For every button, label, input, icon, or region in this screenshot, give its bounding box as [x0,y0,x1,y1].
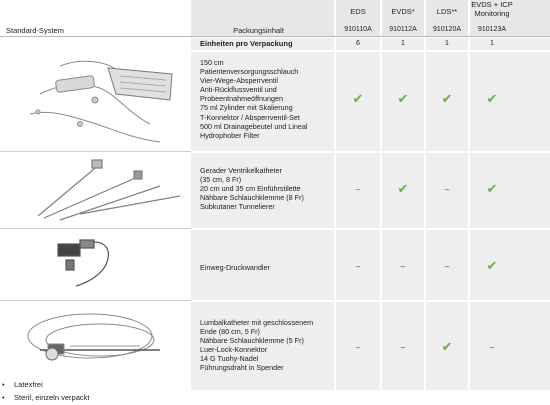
dash-mark: – [355,185,361,194]
ventricular-catheter-image [30,156,190,226]
dash-mark: – [355,262,361,271]
bullet-item: Vier-Wege-Absperrventil [200,76,279,86]
code-eds: 910110A [344,26,372,33]
check-icon: ✔ [397,182,409,197]
code-evds: 910112A [389,26,417,33]
check-icon: ✔ [486,92,498,107]
footer-text: Steril, einzeln verpackt [14,393,90,402]
bullet-item: Einweg-Druckwandler [200,263,270,272]
bullet-item: 75 ml Zylinder mit Skalierung [200,103,293,113]
bullet-item: 500 ml Drainagebeutel und Lineal [200,121,308,131]
row-4-contents [200,318,313,373]
bullet-item: 150 cm [200,58,224,67]
row-divider [0,228,191,229]
col-name-evds-icp-line2: Monitoring [474,9,510,18]
units-eds: 6 [356,40,360,47]
bullet-item: Probeentnahmeöffnungen [200,94,283,104]
check-icon: ✔ [397,92,409,107]
bullet-item: Führungsdraht in Spender [200,363,284,373]
col-name-evds-icp-line1: EVDS + ICP [471,0,513,9]
row-2-contents [200,166,304,211]
bullet-item: Patientenversorgungsschlauch [200,67,299,77]
external-drainage-system-image [20,54,190,149]
units-lds: 1 [445,40,449,47]
check-icon: ✔ [441,92,453,107]
units-label: Einheiten pro Verpackung [200,39,293,48]
dash-mark: – [444,185,450,194]
standard-system-label: Standard-System [6,26,64,35]
footer-item: • Steril, einzeln verpackt [2,393,90,402]
bullet-item: Nähbare Schlauchklemme (5 Fr) [200,336,304,346]
lumbar-catheter-image [20,306,190,378]
bullet-item: 14 G Tuohy-Nadel [200,354,259,364]
dash-mark: – [489,343,495,352]
dash-mark: – [400,343,406,352]
col-sep [424,38,426,390]
check-icon: ✔ [486,182,498,197]
col-sep [334,38,336,390]
bullet-item: Lumbalkatheter mit geschlossenem [200,318,314,327]
col-sep [468,38,470,390]
bullet-item: (35 cm, 8 Fr) [200,175,242,185]
dash-mark: – [400,262,406,271]
bullet-item: Gerader Ventrikelkatheter [200,166,282,175]
dash-mark: – [444,262,450,271]
units-evds-icp: 1 [490,40,494,47]
dash-mark: – [355,343,361,352]
contents-heading: Packungsinhalt [233,26,284,35]
footer-text: Latexfrei [14,380,43,389]
bullet-item: Anti-Rückflussventil und [200,85,277,95]
code-evds-icp: 910123A [477,26,507,33]
bullet-item: Luer-Lock-Konnektor [200,345,268,355]
bullet-item: Subkutaner Tunnelierer [200,202,275,212]
row-3-contents [200,263,270,272]
row-divider [0,151,191,152]
check-icon: ✔ [352,92,364,107]
row-1-contents [200,58,308,140]
check-icon: ✔ [486,259,498,274]
pressure-transducer-image [50,232,130,296]
col-name-eds: EDS [350,7,366,16]
col-name-evds: EVDS* [391,7,415,16]
row-divider [0,300,191,301]
check-icon: ✔ [441,340,453,355]
footer-item: • Latexfrei [2,380,43,389]
bullet-item: Nähbare Schlauchklemme (8 Fr) [200,193,304,203]
bullet-item: 20 cm und 35 cm Einführstilette [200,184,301,194]
bullet-item: Ende (80 cm, 5 Fr) [200,327,260,337]
code-lds: 910120A [432,26,462,33]
col-sep [380,38,382,390]
bullet-item: T-Konnektor / Absperrventil-Set [200,112,300,122]
bullet-item: Hydrophober Filter [200,130,260,140]
units-evds: 1 [401,40,405,47]
header-rule [0,36,550,37]
col-name-lds: LDS** [436,7,458,16]
